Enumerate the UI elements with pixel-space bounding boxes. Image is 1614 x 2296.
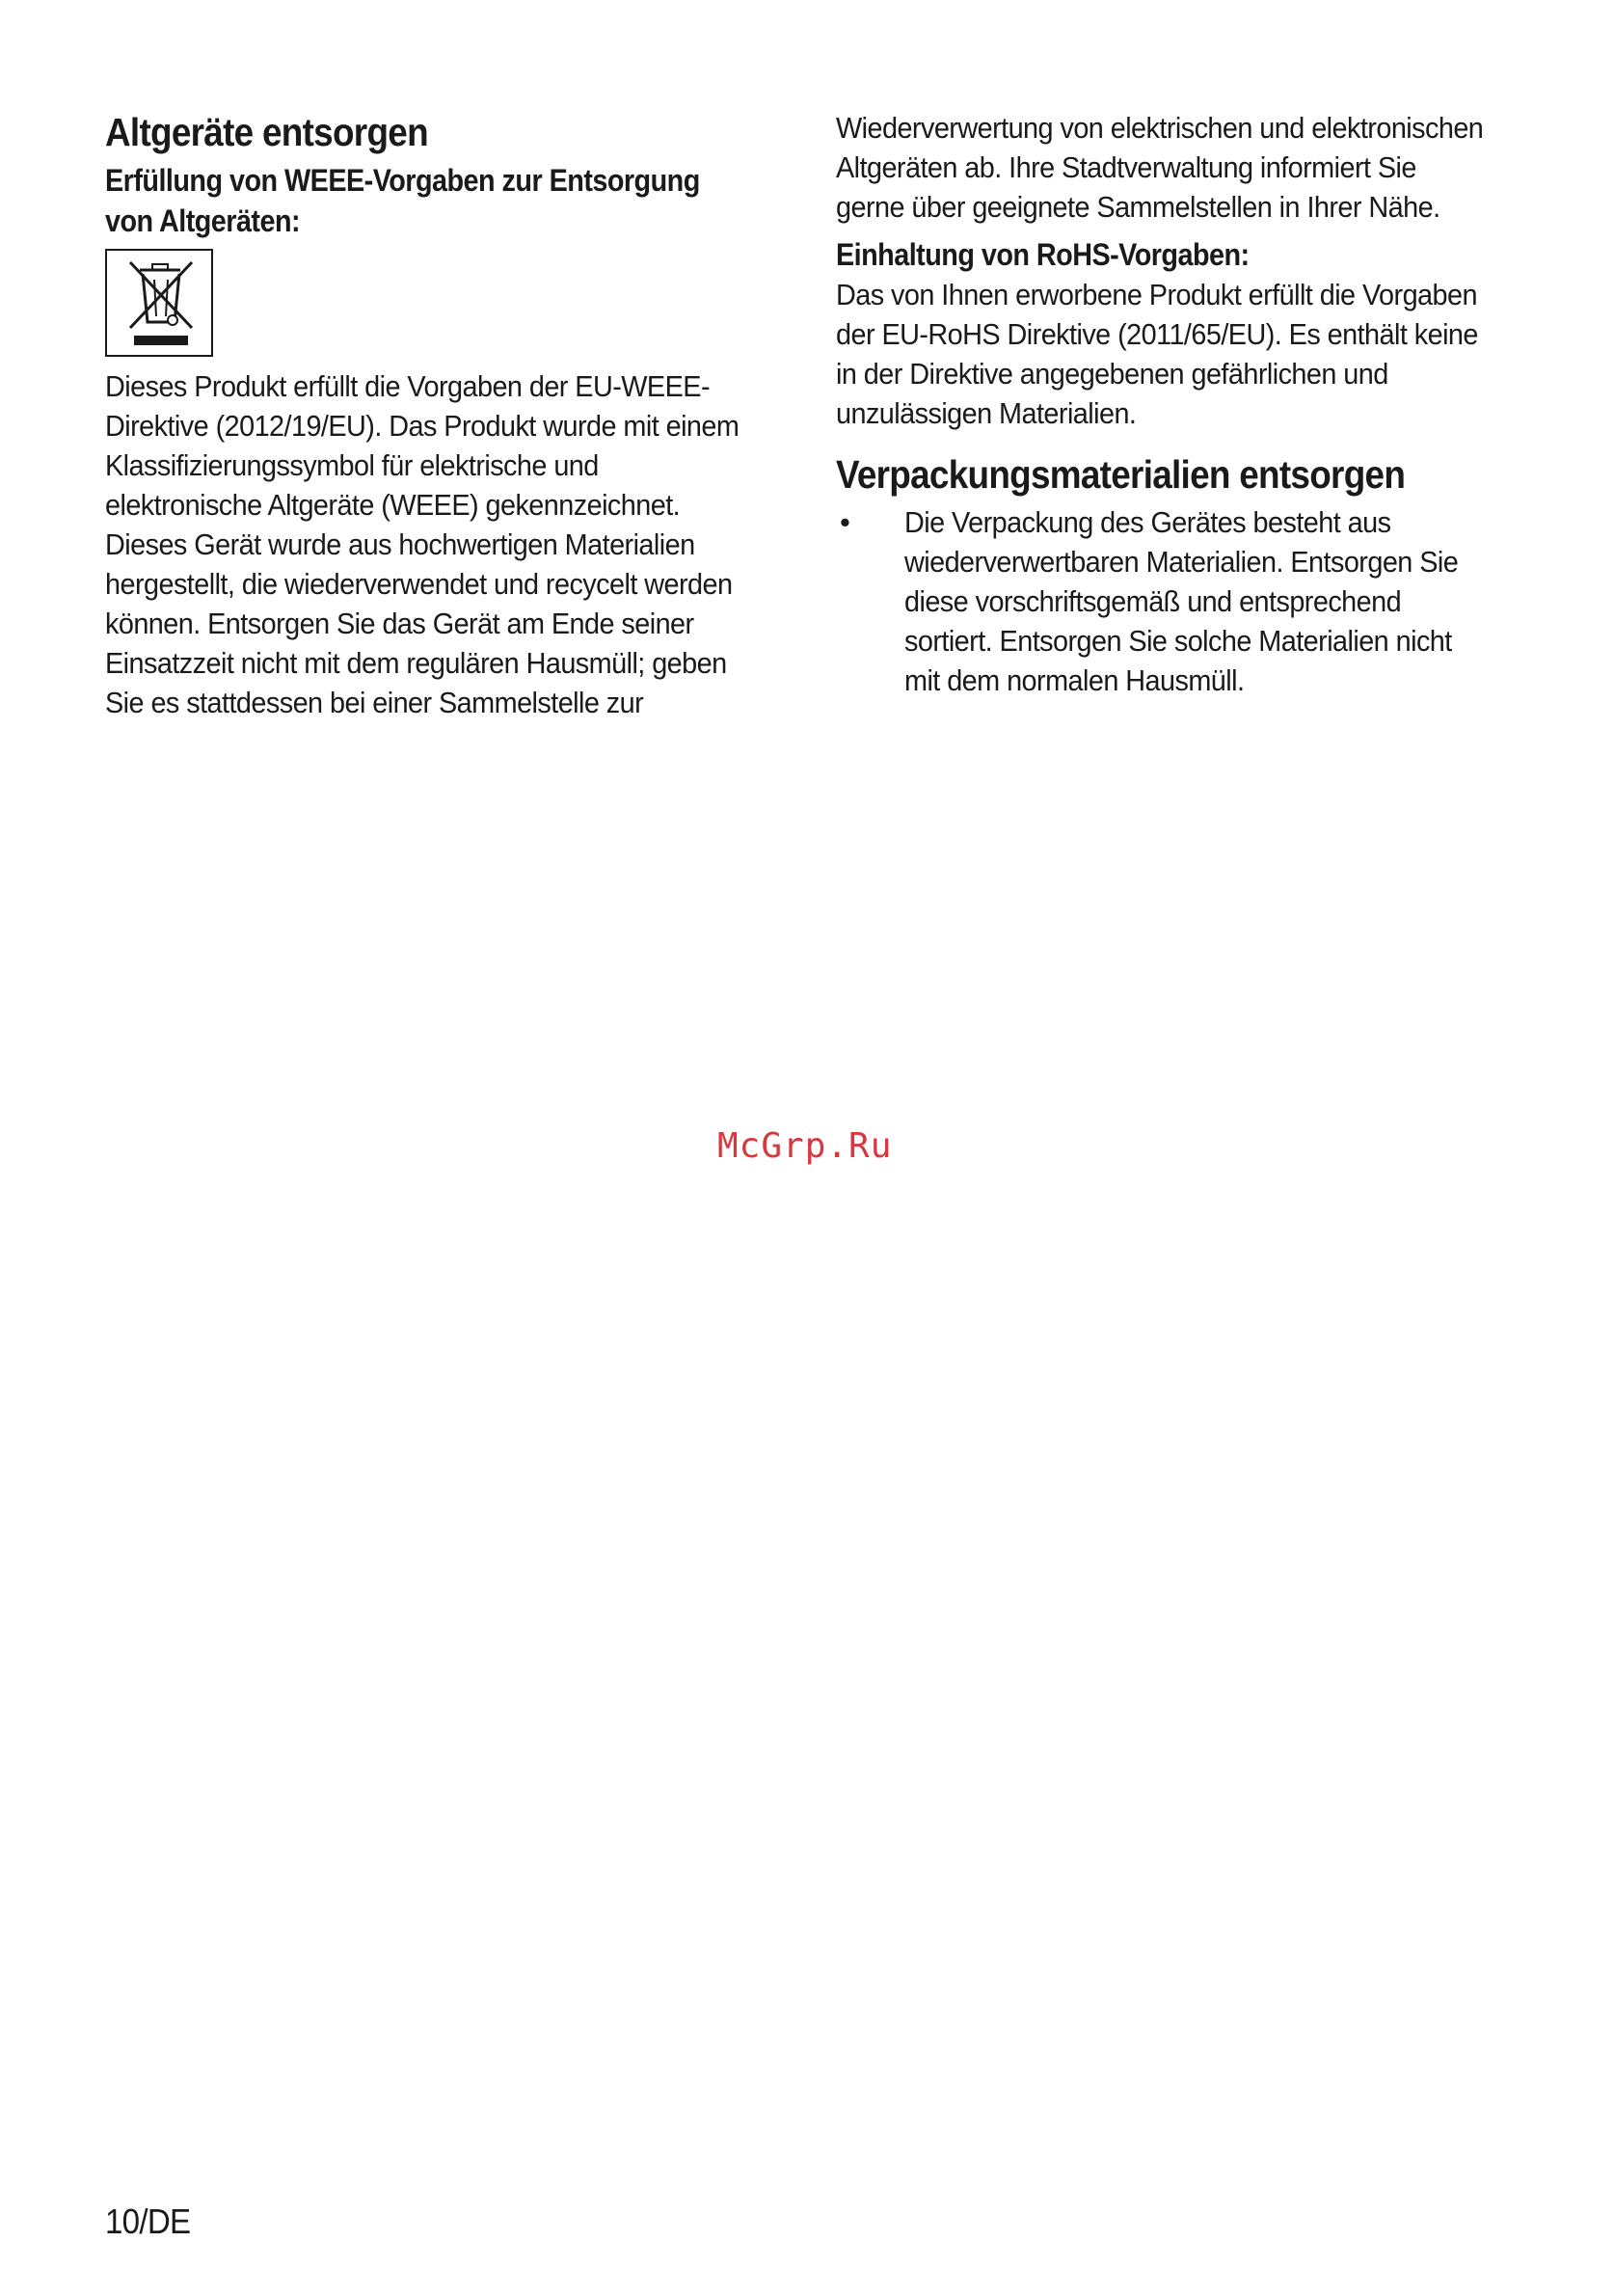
list-item [836, 502, 1530, 700]
bullet-line: sortiert. Entsorgen Sie solche Materialien nicht [904, 624, 1452, 658]
weee-crossed-bin-icon [105, 249, 213, 357]
paragraph-line: hergestellt, die wiederverwendet und recycelt werden [105, 567, 733, 601]
paragraph-line: Einsatzzeit nicht mit dem regulären Hausmüll; geben [105, 646, 727, 680]
paragraph-line: Das von Ihnen erworbene Produkt erfüllt die Vorgaben [836, 278, 1477, 311]
paragraph-line: Klassifizierungssymbol für elektrische und [105, 448, 599, 482]
watermark: McGrp.Ru [717, 1126, 893, 1166]
paragraph-line: der EU-RoHS Direktive (2011/65/EU). Es enthält keine [836, 317, 1478, 351]
paragraph-line: Dieses Gerät wurde aus hochwertigen Materialien [105, 527, 695, 561]
bullet-line: Die Verpackung des Gerätes besteht aus [904, 505, 1391, 539]
rohs-paragraph [836, 275, 1530, 433]
paragraph-line: elektronische Altgeräte (WEEE) gekennzeichnet. [105, 488, 681, 522]
weee-crossed-bin-icon-graphic [107, 251, 211, 355]
bullet-line: mit dem normalen Hausmüll. [904, 663, 1245, 697]
paragraph-line: Direktive (2012/19/EU). Das Produkt wurde mit einem [105, 409, 740, 443]
paragraph-line: unzulässigen Materialien. [836, 396, 1137, 430]
page-number: 10/DE [105, 2201, 191, 2241]
weee-subheading-line-2: von Altgeräten: [105, 203, 301, 238]
packaging-bullet-list [836, 502, 1530, 700]
paragraph-line: Altgeräten ab. Ihre Stadtverwaltung informiert Sie [836, 150, 1416, 184]
section-heading-disposal: Altgeräte entsorgen [105, 110, 428, 154]
left-column [105, 108, 780, 722]
bullet-line: diese vorschriftsgemäß und entsprechend [904, 584, 1402, 618]
paragraph-line: Sie es stattdessen bei einer Sammelstelle zur [105, 686, 644, 719]
paragraph-line: gerne über geeignete Sammelstellen in Ihrer Nähe. [836, 190, 1440, 224]
bullet-icon: • [840, 505, 850, 539]
weee-paragraph-continued [836, 108, 1530, 227]
bullet-line: wiederverwertbaren Materialien. Entsorgen Sie [904, 545, 1459, 579]
paragraph-line: Wiederverwertung von elektrischen und elektronischen [836, 111, 1484, 145]
weee-subheading-line-1: Erfüllung von WEEE-Vorgaben zur Entsorgung [105, 163, 700, 198]
paragraph-line: können. Entsorgen Sie das Gerät am Ende seiner [105, 607, 694, 640]
right-column [836, 108, 1530, 700]
section-heading-packaging: Verpackungsmaterialien entsorgen [836, 452, 1406, 497]
paragraph-line: in der Direktive angegebenen gefährlichen und [836, 357, 1388, 391]
rohs-heading: Einhaltung von RoHS-Vorgaben: [836, 237, 1250, 272]
weee-paragraph [105, 366, 780, 722]
paragraph-line: Dieses Produkt erfüllt die Vorgaben der EU-WEEE- [105, 369, 710, 403]
